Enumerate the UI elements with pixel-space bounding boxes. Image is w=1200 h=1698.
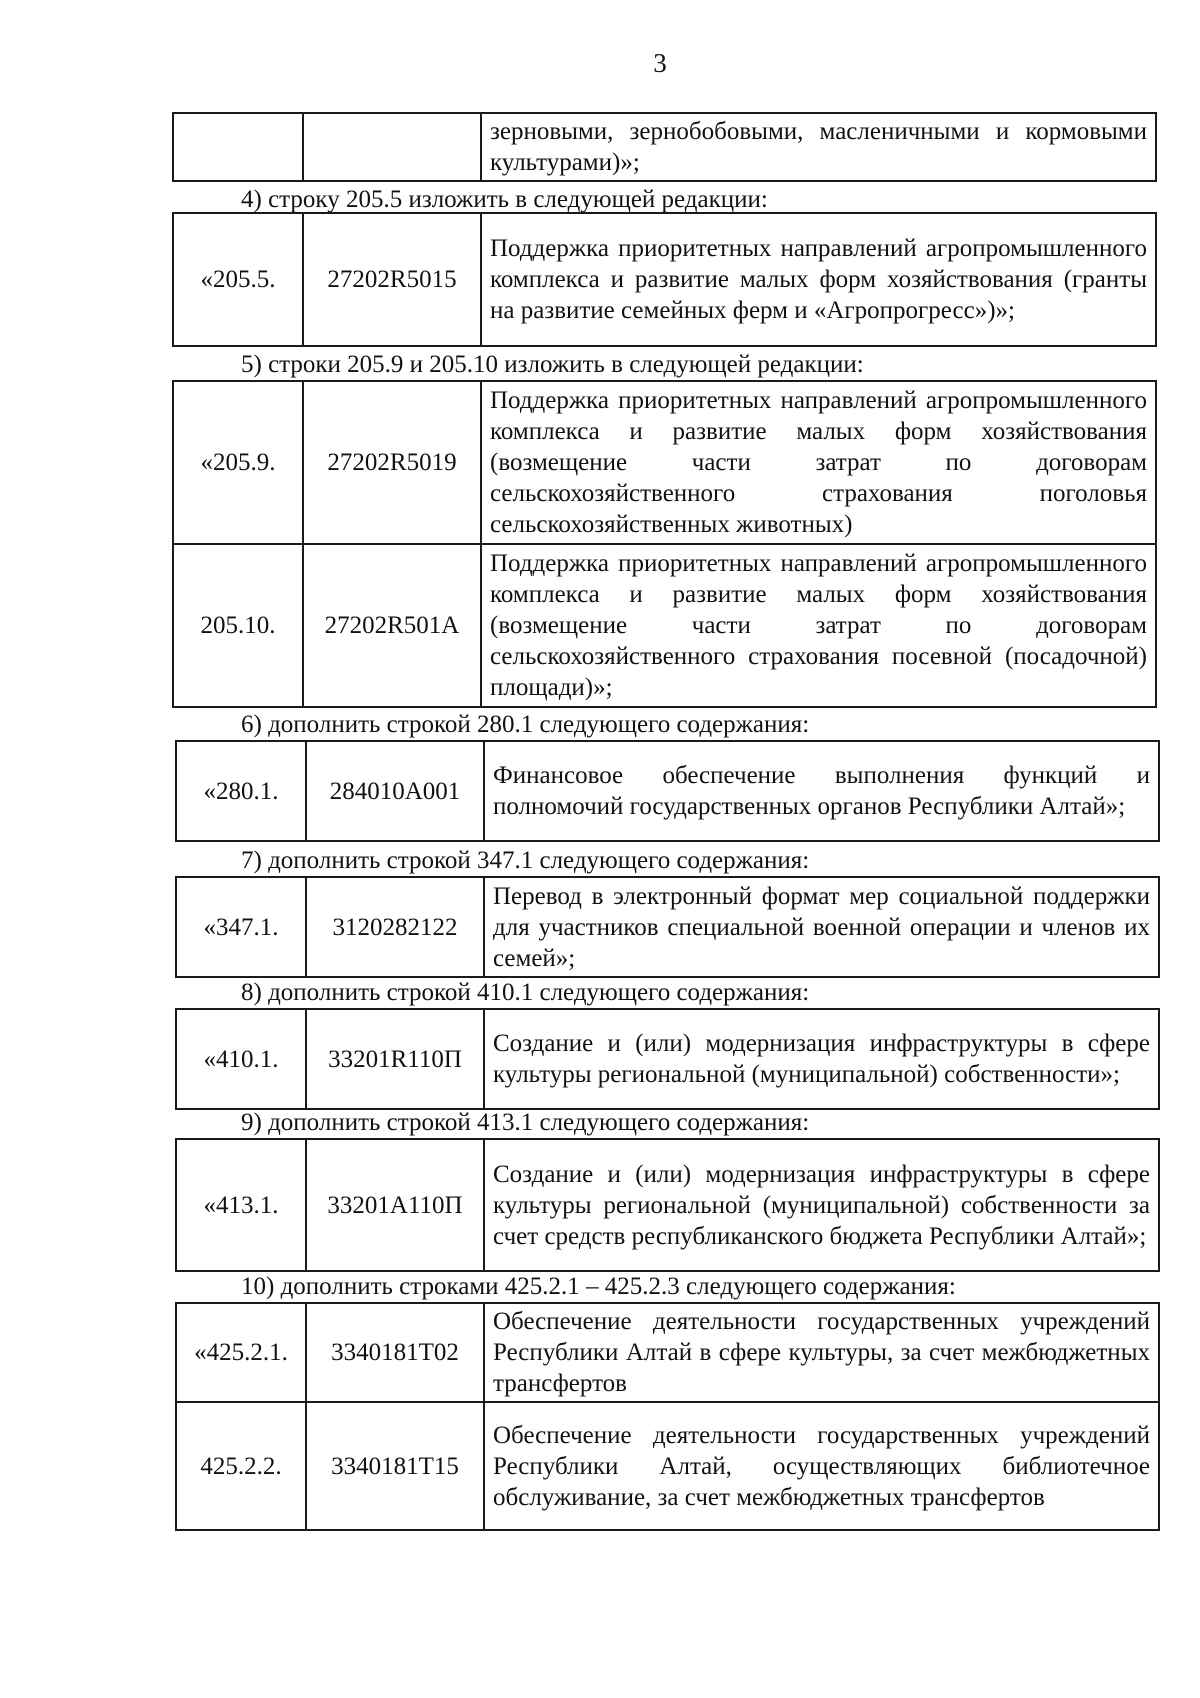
table-row xyxy=(173,113,1156,181)
row-number-cell: «425.2.1. xyxy=(176,1303,306,1402)
row-number-cell: 425.2.2. xyxy=(176,1402,306,1530)
description-cell: Поддержка приоритетных направлений агропромышленного комплекса и развитие малых форм хозяйствования (возмещение части затрат по договорам сельскохозяйственного страхования посевной (посадочной) площади)»; xyxy=(481,544,1156,707)
description-cell: Поддержка приоритетных направлений агропромышленного комплекса и развитие малых форм хозяйствования (гранты на развитие семейных ферм и «Агропрогресс»)»; xyxy=(481,213,1156,346)
budget-code-cell: 33201А110П xyxy=(306,1139,484,1271)
amendment-table xyxy=(172,380,1157,708)
row-number-cell: «205.9. xyxy=(173,381,303,544)
description-cell: Создание и (или) модернизация инфраструктуры в сфере культуры региональной (муниципальной) собственности за счет средств республиканского бюджета Республики Алтай»; xyxy=(484,1139,1159,1271)
budget-code-cell: 27202R5015 xyxy=(303,213,481,346)
amendment-instruction: 9) дополнить строкой 413.1 следующего содержания: xyxy=(241,1109,810,1136)
budget-code-cell: 3120282122 xyxy=(306,877,484,977)
table-row xyxy=(176,877,1159,977)
table-row xyxy=(176,1402,1159,1530)
row-number-cell: «347.1. xyxy=(176,877,306,977)
amendment-table xyxy=(172,112,1157,182)
description-cell: Обеспечение деятельности государственных учреждений Республики Алтай в сфере культуры, за счет межбюджетных трансфертов xyxy=(484,1303,1159,1402)
row-number-cell: 205.10. xyxy=(173,544,303,707)
table-row xyxy=(173,544,1156,707)
budget-code-cell: 284010A001 xyxy=(306,741,484,841)
amendment-table xyxy=(175,1008,1160,1110)
description-cell: зерновыми, зернобобовыми, масленичными и кормовыми культурами)»; xyxy=(481,113,1156,181)
amendment-instruction: 5) строки 205.9 и 205.10 изложить в следующей редакции: xyxy=(241,351,864,378)
table-row xyxy=(173,213,1156,346)
row-number-cell: «410.1. xyxy=(176,1009,306,1109)
amendment-table xyxy=(175,876,1160,978)
row-number-cell: «413.1. xyxy=(176,1139,306,1271)
table-row xyxy=(176,1009,1159,1109)
budget-code-cell: 33201R110П xyxy=(306,1009,484,1109)
budget-code-cell: 3340181Т02 xyxy=(306,1303,484,1402)
table-row xyxy=(173,381,1156,544)
amendment-table xyxy=(175,740,1160,842)
row-number-cell: «280.1. xyxy=(176,741,306,841)
description-cell: Создание и (или) модернизация инфраструктуры в сфере культуры региональной (муниципальной) собственности»; xyxy=(484,1009,1159,1109)
description-cell: Поддержка приоритетных направлений агропромышленного комплекса и развитие малых форм хозяйствования (возмещение части затрат по договорам сельскохозяйственного страхования поголовья сельскохозяйственных животных) xyxy=(481,381,1156,544)
budget-code-cell: 27202R5019 xyxy=(303,381,481,544)
budget-code-cell xyxy=(303,113,481,181)
description-cell: Перевод в электронный формат мер социальной поддержки для участников специальной военной операции и членов их семей»; xyxy=(484,877,1159,977)
amendment-instruction: 7) дополнить строкой 347.1 следующего содержания: xyxy=(241,847,810,874)
table-row xyxy=(176,741,1159,841)
amendment-instruction: 8) дополнить строкой 410.1 следующего содержания: xyxy=(241,979,810,1006)
amendment-instruction: 10) дополнить строками 425.2.1 – 425.2.3 следующего содержания: xyxy=(241,1273,956,1300)
amendment-table xyxy=(175,1302,1160,1531)
amendment-instruction: 4) строку 205.5 изложить в следующей редакции: xyxy=(241,186,768,213)
table-row xyxy=(176,1303,1159,1402)
budget-code-cell: 27202R501A xyxy=(303,544,481,707)
description-cell: Обеспечение деятельности государственных учреждений Республики Алтай, осуществляющих библиотечное обслуживание, за счет межбюджетных трансфертов xyxy=(484,1402,1159,1530)
budget-code-cell: 3340181Т15 xyxy=(306,1402,484,1530)
page-number: 3 xyxy=(653,48,667,78)
amendment-table xyxy=(172,212,1157,347)
table-row xyxy=(176,1139,1159,1271)
amendment-table xyxy=(175,1138,1160,1272)
row-number-cell xyxy=(173,113,303,181)
amendment-instruction: 6) дополнить строкой 280.1 следующего содержания: xyxy=(241,711,810,738)
description-cell: Финансовое обеспечение выполнения функций и полномочий государственных органов Республики Алтай»; xyxy=(484,741,1159,841)
row-number-cell: «205.5. xyxy=(173,213,303,346)
